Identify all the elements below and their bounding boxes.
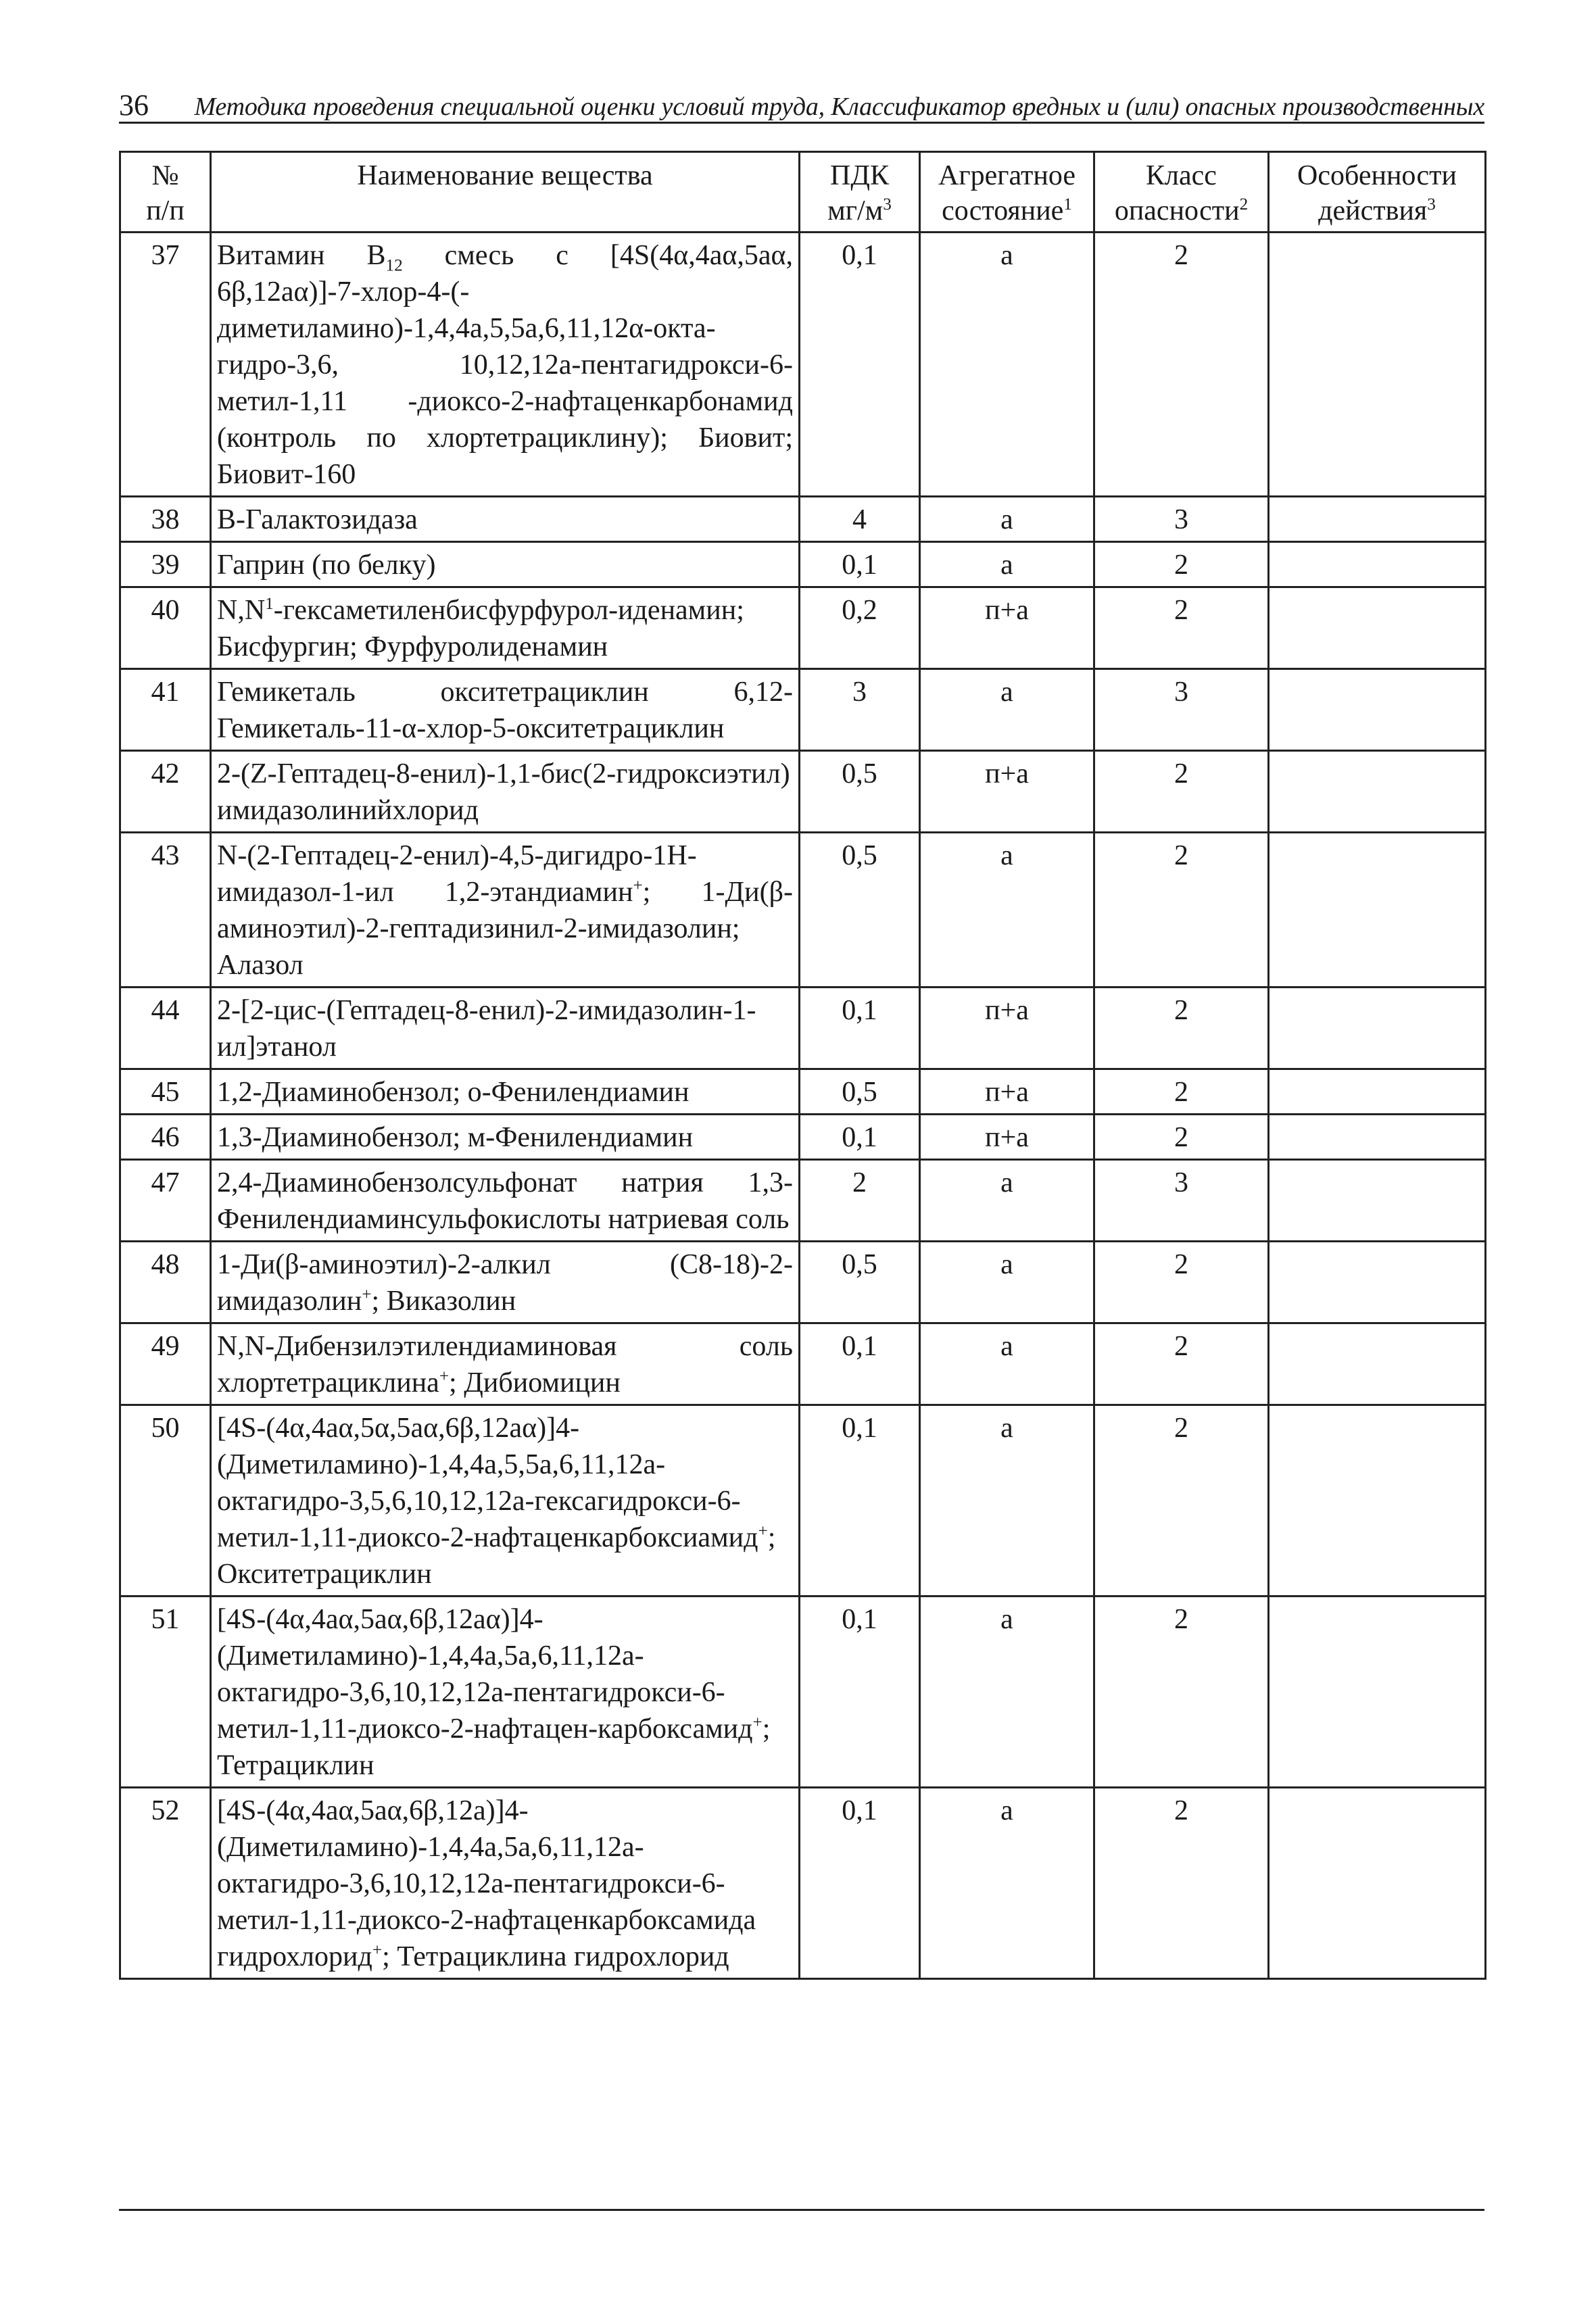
substance-name-part: N,N xyxy=(217,595,266,626)
substance-name-part: -гексаметиленбисфурфурол-иденамин; Бисфургин; Фурфуролиденамин xyxy=(217,595,744,662)
table-row xyxy=(120,1160,1486,1242)
table-row xyxy=(120,669,1486,751)
row-number: 51 xyxy=(120,1597,211,1788)
header-number-line1: № xyxy=(151,160,179,191)
pdk-value: 0,5 xyxy=(800,1069,920,1115)
substance-name-part: 2,4-Диаминобензолсульфонат натрия 1,3-Фенилендиаминсульфокислоты натриевая соль xyxy=(217,1167,793,1235)
aggregate-state: а xyxy=(920,1323,1094,1405)
substance-name xyxy=(211,233,800,497)
substance-name-part: 2-[2-цис-(Гептадец-8-енил)-2-имидазолин-1-ил]этанол xyxy=(217,995,756,1063)
substance-name-part: N,N-Дибензилэтилендиаминовая соль хлортетрациклина xyxy=(217,1331,793,1398)
aggregate-state: п+а xyxy=(920,1069,1094,1115)
substance-name xyxy=(211,497,800,542)
header-pdk-line2: мг/м xyxy=(827,195,884,226)
substance-name xyxy=(211,1788,800,1979)
action-features xyxy=(1269,1597,1486,1788)
substance-name-part: ; Окситетрациклин xyxy=(217,1522,776,1590)
action-features xyxy=(1269,497,1486,542)
aggregate-state: а xyxy=(920,542,1094,587)
hazard-class: 2 xyxy=(1094,1788,1269,1979)
aggregate-state: п+а xyxy=(920,587,1094,669)
action-features xyxy=(1269,1115,1486,1160)
substance-name-part: Гемикеталь окситетрациклин 6,12-Гемикеталь-11-α-хлор-5-окситетрациклин xyxy=(217,677,793,744)
hazard-class: 3 xyxy=(1094,497,1269,542)
hazard-class: 2 xyxy=(1094,1115,1269,1160)
substance-name-part: 1,3-Диаминобензол; м-Фенилендиамин xyxy=(217,1122,694,1153)
substance-name-part: ; Тетрациклина гидрохлорид xyxy=(382,1941,729,1972)
hazard-class: 2 xyxy=(1094,1597,1269,1788)
table-row xyxy=(120,1405,1486,1597)
action-features xyxy=(1269,542,1486,587)
header-features-sup: 3 xyxy=(1427,195,1436,214)
table-row xyxy=(120,542,1486,587)
substance-name-superscript: 1 xyxy=(265,595,274,613)
hazard-class: 2 xyxy=(1094,1323,1269,1405)
substance-name-part: 1,2-Диаминобензол; о-Фенилендиамин xyxy=(217,1077,690,1108)
table-row xyxy=(120,1069,1486,1115)
action-features xyxy=(1269,1160,1486,1242)
aggregate-state: а xyxy=(920,497,1094,542)
action-features xyxy=(1269,587,1486,669)
substance-name-part: В-Галактозидаза xyxy=(217,504,418,535)
substance-name-subscript: 12 xyxy=(385,256,403,275)
substance-name xyxy=(211,833,800,988)
substance-name xyxy=(211,751,800,833)
pdk-value: 0,1 xyxy=(800,1597,920,1788)
table-row xyxy=(120,233,1486,497)
row-number: 46 xyxy=(120,1115,211,1160)
pdk-value: 0,1 xyxy=(800,1323,920,1405)
table-row xyxy=(120,1323,1486,1405)
hazard-class: 2 xyxy=(1094,587,1269,669)
header-pdk-line1: ПДК xyxy=(830,160,889,191)
hazard-class: 2 xyxy=(1094,1405,1269,1597)
row-number: 49 xyxy=(120,1323,211,1405)
aggregate-state: а xyxy=(920,1597,1094,1788)
substance-name-superscript: + xyxy=(633,877,643,895)
substance-name-part: ; Тетрациклин xyxy=(217,1713,771,1781)
hazard-class: 2 xyxy=(1094,542,1269,587)
substance-name xyxy=(211,669,800,751)
hazard-class: 3 xyxy=(1094,669,1269,751)
footer-rule xyxy=(119,2209,1484,2211)
row-number: 43 xyxy=(120,833,211,988)
substance-name-part: 2-(Z-Гептадец-8-енил)-1,1-бис(2-гидроксиэтил) имидазолинийхлорид xyxy=(217,758,790,826)
row-number: 52 xyxy=(120,1788,211,1979)
table-row xyxy=(120,1788,1486,1979)
action-features xyxy=(1269,1069,1486,1115)
hazard-class: 2 xyxy=(1094,1069,1269,1115)
header-hazard-class xyxy=(1094,152,1269,233)
substance-name-part: ; Виказолин xyxy=(371,1286,516,1317)
header-class-line2: опасности xyxy=(1114,195,1240,226)
header-class-line1: Класс xyxy=(1146,160,1217,191)
row-number: 42 xyxy=(120,751,211,833)
substance-name-superscript: + xyxy=(372,1941,383,1959)
aggregate-state: а xyxy=(920,833,1094,988)
pdk-value: 0,2 xyxy=(800,587,920,669)
table-row xyxy=(120,751,1486,833)
aggregate-state: а xyxy=(920,233,1094,497)
substance-name-superscript: + xyxy=(362,1286,372,1304)
substance-name xyxy=(211,542,800,587)
hazard-class: 2 xyxy=(1094,1242,1269,1323)
substance-name xyxy=(211,1405,800,1597)
table-row xyxy=(120,833,1486,988)
action-features xyxy=(1269,669,1486,751)
row-number: 50 xyxy=(120,1405,211,1597)
substance-name xyxy=(211,1597,800,1788)
substance-name-part: [4S-(4α,4аα,5α,5аα,6β,12аα)]4-(Диметиламино)-1,4,4а,5,5а,6,11,12а-октагидро-3,5,6,10,12,12а-гексагидрокси-6-метил-1,11-диоксо-2-нафтаценкарбоксиамид xyxy=(217,1413,758,1553)
substance-name xyxy=(211,1160,800,1242)
aggregate-state: а xyxy=(920,669,1094,751)
row-number: 48 xyxy=(120,1242,211,1323)
header-features-line2: действия xyxy=(1318,195,1428,226)
table-header-row xyxy=(120,152,1486,233)
pdk-value: 0,5 xyxy=(800,833,920,988)
table-row xyxy=(120,587,1486,669)
aggregate-state: а xyxy=(920,1788,1094,1979)
header-number xyxy=(120,152,211,233)
page-header xyxy=(119,87,1484,124)
table-row xyxy=(120,1242,1486,1323)
substance-name-part: ; Дибиомицин xyxy=(449,1367,621,1398)
pdk-value: 4 xyxy=(800,497,920,542)
row-number: 45 xyxy=(120,1069,211,1115)
header-state-line2: состояние xyxy=(942,195,1064,226)
aggregate-state: п+а xyxy=(920,1115,1094,1160)
header-pdk-sup: 3 xyxy=(883,195,892,214)
action-features xyxy=(1269,233,1486,497)
action-features xyxy=(1269,988,1486,1069)
substance-name-part: 1-Ди(β-аминоэтил)-2-алкил (С8-18)-2-имидазолин xyxy=(217,1249,793,1317)
substance-name-part: Витамин В xyxy=(217,240,386,271)
action-features xyxy=(1269,1405,1486,1597)
header-state xyxy=(920,152,1094,233)
aggregate-state: п+а xyxy=(920,988,1094,1069)
header-state-line1: Агрегатное xyxy=(938,160,1075,191)
row-number: 44 xyxy=(120,988,211,1069)
substance-name-part: Гаприн (по белку) xyxy=(217,550,436,581)
pdk-value: 0,1 xyxy=(800,1115,920,1160)
substance-name-superscript: + xyxy=(758,1522,768,1540)
substance-name xyxy=(211,1323,800,1405)
substance-name xyxy=(211,1242,800,1323)
substance-name-part: N-(2-Гептадец-2-енил)-4,5-дигидро-1Н-имидазол-1-ил 1,2-этандиамин xyxy=(217,840,697,908)
substance-name xyxy=(211,587,800,669)
page-number: 36 xyxy=(119,89,149,122)
pdk-value: 2 xyxy=(800,1160,920,1242)
substance-name xyxy=(211,1115,800,1160)
substance-name-part: [4S-(4α,4аα,5аα,6β,12а)]4-(Диметиламино)-1,4,4а,5а,6,11,12а-октагидро-3,6,10,12,12а-пентагидрокси-6-метил-1,11-диоксо-2-нафтаценкарбоксамида гидрохлорид xyxy=(217,1795,756,1972)
pdk-value: 0,5 xyxy=(800,1242,920,1323)
running-title: Методика проведения специальной оценки условий труда, Классификатор вредных и (или) опасных производственных xyxy=(194,93,1484,121)
row-number: 47 xyxy=(120,1160,211,1242)
pdk-value: 0,1 xyxy=(800,1788,920,1979)
header-state-sup: 1 xyxy=(1063,195,1072,214)
substance-name-part: [4S-(4α,4аα,5аα,6β,12аα)]4-(Диметиламино)-1,4,4а,5а,6,11,12а-октагидро-3,6,10,12,12а-пентагидрокси-6-метил-1,11-диоксо-2-нафтацен-карбоксамид xyxy=(217,1604,753,1745)
action-features xyxy=(1269,1788,1486,1979)
hazard-class: 2 xyxy=(1094,833,1269,988)
header-class-sup: 2 xyxy=(1239,195,1249,214)
table-row xyxy=(120,988,1486,1069)
row-number: 37 xyxy=(120,233,211,497)
pdk-value: 0,5 xyxy=(800,751,920,833)
pdk-value: 0,1 xyxy=(800,1405,920,1597)
pdk-value: 0,1 xyxy=(800,542,920,587)
hazard-class: 2 xyxy=(1094,988,1269,1069)
header-substance-name: Наименование вещества xyxy=(211,152,800,233)
aggregate-state: п+а xyxy=(920,751,1094,833)
pdk-value: 0,1 xyxy=(800,233,920,497)
table-row xyxy=(120,1115,1486,1160)
row-number: 39 xyxy=(120,542,211,587)
action-features xyxy=(1269,1242,1486,1323)
hazard-class: 3 xyxy=(1094,1160,1269,1242)
substance-name-part: смесь с [4S(4α,4аα,5аα, 6β,12аα)]-7-хлор-4-(-диметиламино)-1,4,4а,5,5а,6,11,12α-окта-гидро-3,6, 10,12,12а-пентагидрокси-6-метил-1,11 -диоксо-2-нафтаценкарбонамид (контроль по хлортетрациклину); Биовит; Биовит-160 xyxy=(217,240,793,490)
header-features xyxy=(1269,152,1486,233)
table-row xyxy=(120,497,1486,542)
header-pdk xyxy=(800,152,920,233)
hazard-class: 2 xyxy=(1094,751,1269,833)
hazard-class: 2 xyxy=(1094,233,1269,497)
header-features-line1: Особенности xyxy=(1297,160,1457,191)
row-number: 40 xyxy=(120,587,211,669)
aggregate-state: а xyxy=(920,1160,1094,1242)
substance-name-superscript: + xyxy=(752,1713,763,1732)
pdk-value: 0,1 xyxy=(800,988,920,1069)
table-row xyxy=(120,1597,1486,1788)
row-number: 38 xyxy=(120,497,211,542)
substance-name xyxy=(211,1069,800,1115)
substance-name-part: ; 1-Ди(β-аминоэтил)-2-гептадизинил-2-имидазолин; Алазол xyxy=(217,877,793,981)
aggregate-state: а xyxy=(920,1242,1094,1323)
action-features xyxy=(1269,833,1486,988)
substance-name-superscript: + xyxy=(439,1367,450,1386)
aggregate-state: а xyxy=(920,1405,1094,1597)
pdk-value: 3 xyxy=(800,669,920,751)
row-number: 41 xyxy=(120,669,211,751)
action-features xyxy=(1269,751,1486,833)
action-features xyxy=(1269,1323,1486,1405)
table-body xyxy=(120,233,1486,1979)
substances-table xyxy=(119,151,1486,1980)
header-number-line2: п/п xyxy=(146,195,185,226)
substance-name xyxy=(211,988,800,1069)
